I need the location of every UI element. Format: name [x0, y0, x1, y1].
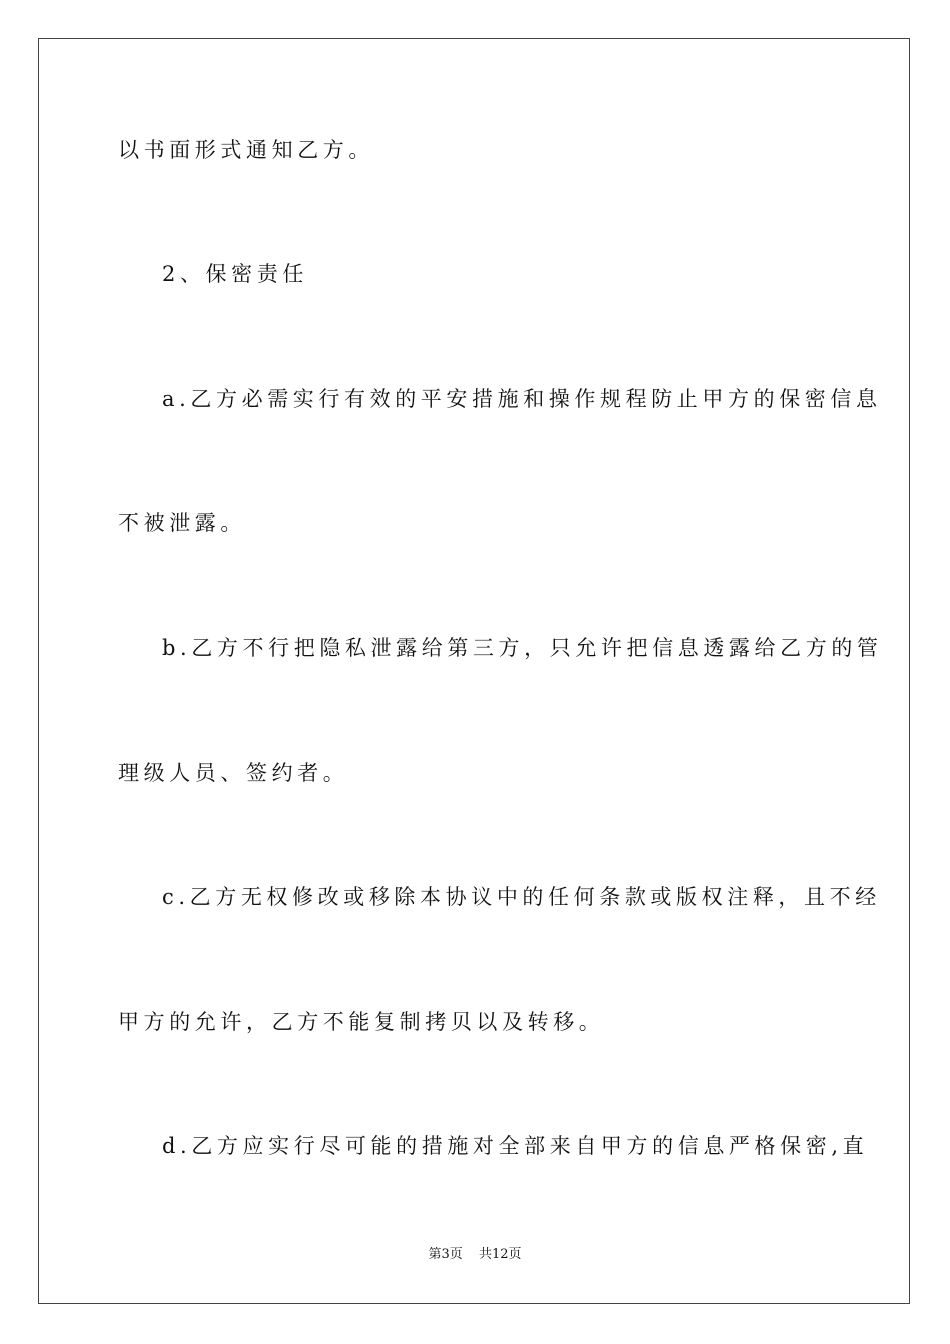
clause-a-line-2: 不被泄露。	[118, 511, 246, 535]
clause-a-line-1: a.乙方必需实行有效的平安措施和操作规程防止甲方的保密信息	[162, 387, 882, 411]
page-frame	[38, 38, 910, 1304]
clause-c-line-2: 甲方的允许，乙方不能复制拷贝以及转移。	[118, 1010, 605, 1034]
clause-c-line-1: c.乙方无权修改或移除本协议中的任何条款或版权注释，且不经	[162, 885, 881, 909]
page-number: 第3页	[428, 1247, 463, 1262]
page-footer	[0, 1246, 950, 1264]
clause-b-line-1: b.乙方不行把隐私泄露给第三方，只允许把信息透露给乙方的管	[162, 636, 883, 660]
body-line-1: 以书面形式通知乙方。	[118, 138, 374, 162]
clause-d-line-1: d.乙方应实行尽可能的措施对全部来自甲方的信息严格保密,直	[162, 1134, 869, 1158]
clause-b-line-2: 理级人员、签约者。	[118, 761, 349, 785]
section-heading: 2、保密责任	[162, 262, 308, 286]
page-total: 共12页	[478, 1247, 522, 1262]
